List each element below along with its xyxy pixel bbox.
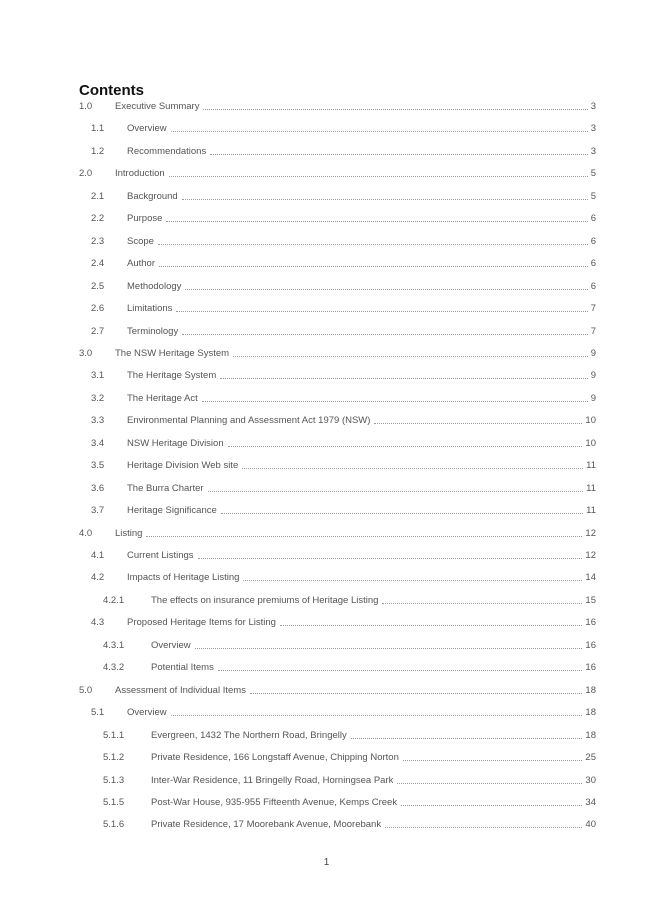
toc-entry-number: 5.1.6 [103, 819, 125, 831]
toc-entry-page: 11 [586, 505, 596, 517]
toc-entry[interactable] [79, 347, 596, 361]
toc-leader-dots [158, 244, 588, 245]
toc-leader-dots [182, 334, 587, 335]
toc-entry-number: 1.2 [91, 145, 105, 157]
toc-leader-dots [220, 378, 587, 379]
toc-entry[interactable] [91, 414, 596, 428]
toc-entry-page: 12 [585, 527, 596, 539]
toc-entry-number: 5.1.1 [103, 729, 125, 741]
toc-leader-dots [185, 289, 587, 290]
toc-entry-label: NSW Heritage Division [127, 437, 224, 449]
toc-leader-dots [403, 760, 583, 761]
toc-leader-dots [166, 221, 587, 222]
toc-entry[interactable] [91, 369, 596, 383]
toc-leader-dots [171, 715, 583, 716]
toc-leader-dots [159, 266, 588, 267]
toc-entry-page: 7 [590, 325, 596, 337]
toc-entry-label: Heritage Division Web site [127, 460, 239, 472]
toc-entry-number: 2.7 [91, 325, 105, 337]
toc-entry-number: 3.6 [91, 482, 105, 494]
toc-entry-page: 6 [590, 258, 596, 270]
toc-entry-page: 30 [585, 774, 596, 786]
toc-leader-dots [202, 401, 588, 402]
toc-entry-number: 4.1 [91, 550, 105, 561]
toc-entry-number: 1.1 [91, 123, 105, 135]
toc-entry-label: Purpose [127, 213, 163, 225]
toc-entry-label: Scope [127, 235, 154, 247]
toc-entry-number: 3.0 [79, 347, 93, 359]
toc-entry-number: 4.3.1 [103, 639, 125, 651]
toc-entry-number: 5.1.3 [103, 774, 125, 786]
toc-entry[interactable] [79, 527, 596, 541]
toc-entry-label: Heritage Significance [127, 505, 217, 517]
toc-entry-number: 3.2 [91, 392, 105, 404]
toc-leader-dots [397, 783, 582, 784]
toc-entry-page: 40 [585, 819, 596, 831]
toc-entry-label: Overview [127, 123, 167, 135]
toc-entry-number: 5.1.5 [103, 796, 125, 808]
toc-entry-page: 16 [585, 617, 596, 629]
toc-entry-number: 2.5 [91, 280, 105, 292]
toc-entry-page: 7 [590, 303, 596, 315]
toc-entry-label: Terminology [127, 325, 179, 337]
toc-entry[interactable] [91, 122, 596, 136]
toc-entry[interactable] [79, 684, 596, 698]
toc-leader-dots [169, 176, 588, 177]
toc-entry-number: 3.7 [91, 505, 105, 517]
toc-entry-page: 5 [590, 190, 596, 202]
toc-entry[interactable] [79, 100, 596, 114]
toc-entry-label: Evergreen, 1432 The Northern Road, Bringelly [151, 729, 347, 741]
toc-entry-label: The Heritage Act [127, 392, 198, 404]
toc-entry-page: 14 [585, 572, 596, 584]
toc-entry-page: 9 [590, 347, 596, 359]
page-number: 1 [323, 857, 330, 868]
toc-leader-dots [203, 109, 587, 110]
toc-entry-number: 3.1 [91, 370, 105, 382]
toc-entry-page: 10 [585, 437, 596, 449]
toc-entry-page: 11 [586, 482, 596, 494]
toc-entry-page: 3 [590, 123, 596, 135]
toc-entry[interactable] [91, 190, 596, 204]
toc-entry-page: 18 [585, 707, 596, 719]
toc-entry[interactable] [91, 145, 596, 159]
toc-entry[interactable] [91, 504, 596, 518]
toc-leader-dots [385, 827, 582, 828]
toc-leader-dots [146, 536, 582, 537]
toc-entry-number: 3.3 [91, 415, 105, 427]
toc-entry-number: 2.3 [91, 235, 105, 247]
toc-entry-label: Overview [151, 639, 191, 651]
toc-entry[interactable] [103, 774, 596, 788]
toc-leader-dots [198, 558, 583, 559]
toc-entry-label: The Heritage System [127, 370, 217, 382]
toc-entry-label: Overview [127, 707, 167, 719]
toc-entry-label: Methodology [127, 280, 182, 292]
toc-entry[interactable] [91, 571, 596, 585]
toc-entry-label: Limitations [127, 303, 173, 315]
toc-entry[interactable] [103, 751, 596, 765]
toc-entry-label: Post-War House, 935-955 Fifteenth Avenue, Kemps Creek [151, 796, 398, 808]
toc-entry-label: Executive Summary [115, 101, 200, 112]
toc-entry-page: 11 [586, 460, 596, 472]
toc-entry-number: 2.1 [91, 190, 105, 202]
toc-entry[interactable] [103, 639, 596, 653]
contents-heading: Contents [79, 82, 144, 99]
toc-entry[interactable] [91, 302, 596, 316]
toc-entry-page: 9 [590, 392, 596, 404]
toc-entry[interactable] [103, 818, 596, 832]
toc-leader-dots [242, 468, 583, 469]
toc-entry-label: The effects on insurance premiums of Heritage Listing [151, 594, 379, 606]
toc-entry-number: 4.3 [91, 617, 105, 629]
toc-entry-page: 6 [590, 213, 596, 225]
toc-leader-dots [210, 154, 587, 155]
toc-leader-dots [208, 491, 584, 492]
toc-entry-page: 10 [585, 415, 596, 427]
toc-entry-page: 18 [585, 729, 596, 741]
toc-entry-page: 25 [585, 752, 596, 764]
toc-entry[interactable] [91, 616, 596, 630]
toc-entry[interactable] [91, 235, 596, 249]
toc-entry-label: Background [127, 190, 178, 202]
toc-entry[interactable] [91, 437, 596, 451]
toc-entry-page: 6 [590, 235, 596, 247]
toc-entry-page: 18 [585, 684, 596, 696]
toc-leader-dots [374, 423, 582, 424]
toc-leader-dots [176, 311, 587, 312]
toc-entry-label: Current Listings [127, 550, 194, 561]
toc-entry-number: 4.2.1 [103, 594, 125, 606]
toc-entry[interactable] [91, 482, 596, 496]
toc-leader-dots [218, 670, 583, 671]
toc-entry-page: 12 [585, 550, 596, 561]
toc-entry-label: Introduction [115, 168, 165, 180]
toc-entry-number: 4.0 [79, 527, 93, 539]
toc-leader-dots [382, 603, 582, 604]
toc-entry-label: Environmental Planning and Assessment Act 1979 (NSW) [127, 415, 371, 427]
toc-entry-page: 3 [590, 101, 596, 112]
toc-leader-dots [195, 648, 583, 649]
toc-leader-dots [221, 513, 583, 514]
toc-entry-number: 2.4 [91, 258, 105, 270]
toc-entry-page: 5 [590, 168, 596, 180]
toc-leader-dots [233, 356, 588, 357]
toc-entry-page: 6 [590, 280, 596, 292]
toc-leader-dots [280, 625, 583, 626]
toc-entry-label: The Burra Charter [127, 482, 204, 494]
toc-entry-number: 4.2 [91, 572, 105, 584]
toc-leader-dots [171, 131, 588, 132]
toc-entry-number: 4.3.2 [103, 662, 125, 674]
toc-leader-dots [351, 738, 583, 739]
toc-entry[interactable] [91, 280, 596, 294]
toc-entry-number: 3.4 [91, 437, 105, 449]
toc-entry-page: 15 [585, 594, 596, 606]
toc-leader-dots [243, 580, 582, 581]
toc-entry[interactable] [91, 257, 596, 271]
toc-entry-label: Assessment of Individual Items [115, 684, 246, 696]
toc-entry[interactable] [91, 706, 596, 720]
toc-entry-number: 2.2 [91, 213, 105, 225]
toc-entry[interactable] [103, 796, 596, 810]
toc-entry[interactable] [91, 212, 596, 226]
toc-entry-page: 9 [590, 370, 596, 382]
toc-entry[interactable] [103, 729, 596, 743]
toc-entry-label: Author [127, 258, 155, 270]
toc-entry-number: 2.0 [79, 168, 93, 180]
toc-entry[interactable] [91, 459, 596, 473]
toc-entry-label: Private Residence, 17 Moorebank Avenue, Moorebank [151, 819, 382, 831]
toc-entry-label: Potential Items [151, 662, 214, 674]
toc-entry-label: Listing [115, 527, 143, 539]
toc-entry[interactable] [103, 661, 596, 675]
toc-entry[interactable] [91, 325, 596, 339]
toc-entry[interactable] [91, 392, 596, 406]
toc-entry-number: 2.6 [91, 303, 105, 315]
toc-entry-page: 16 [585, 662, 596, 674]
toc-entry-label: Proposed Heritage Items for Listing [127, 617, 276, 629]
toc-entry-number: 1.0 [79, 101, 93, 112]
toc-entry-page: 34 [585, 796, 596, 808]
toc-entry-label: Inter-War Residence, 11 Bringelly Road, Horningsea Park [151, 774, 394, 786]
toc-leader-dots [182, 199, 588, 200]
toc-leader-dots [401, 805, 582, 806]
toc-entry-label: Private Residence, 166 Longstaff Avenue, Chipping Norton [151, 752, 399, 764]
toc-entry-label: Impacts of Heritage Listing [127, 572, 240, 584]
toc-entry-label: Recommendations [127, 145, 207, 157]
toc-entry-number: 5.1.2 [103, 752, 125, 764]
toc-entry-number: 5.1 [91, 707, 105, 719]
toc-entry[interactable] [79, 167, 596, 181]
toc-entry-label: The NSW Heritage System [115, 347, 230, 359]
toc-entry[interactable] [91, 549, 596, 563]
toc-entry-number: 5.0 [79, 684, 93, 696]
toc-entry[interactable] [103, 594, 596, 608]
toc-entry-number: 3.5 [91, 460, 105, 472]
toc-entry-page: 3 [590, 145, 596, 157]
toc-entry-page: 16 [585, 639, 596, 651]
toc-leader-dots [228, 446, 583, 447]
toc-leader-dots [250, 693, 582, 694]
